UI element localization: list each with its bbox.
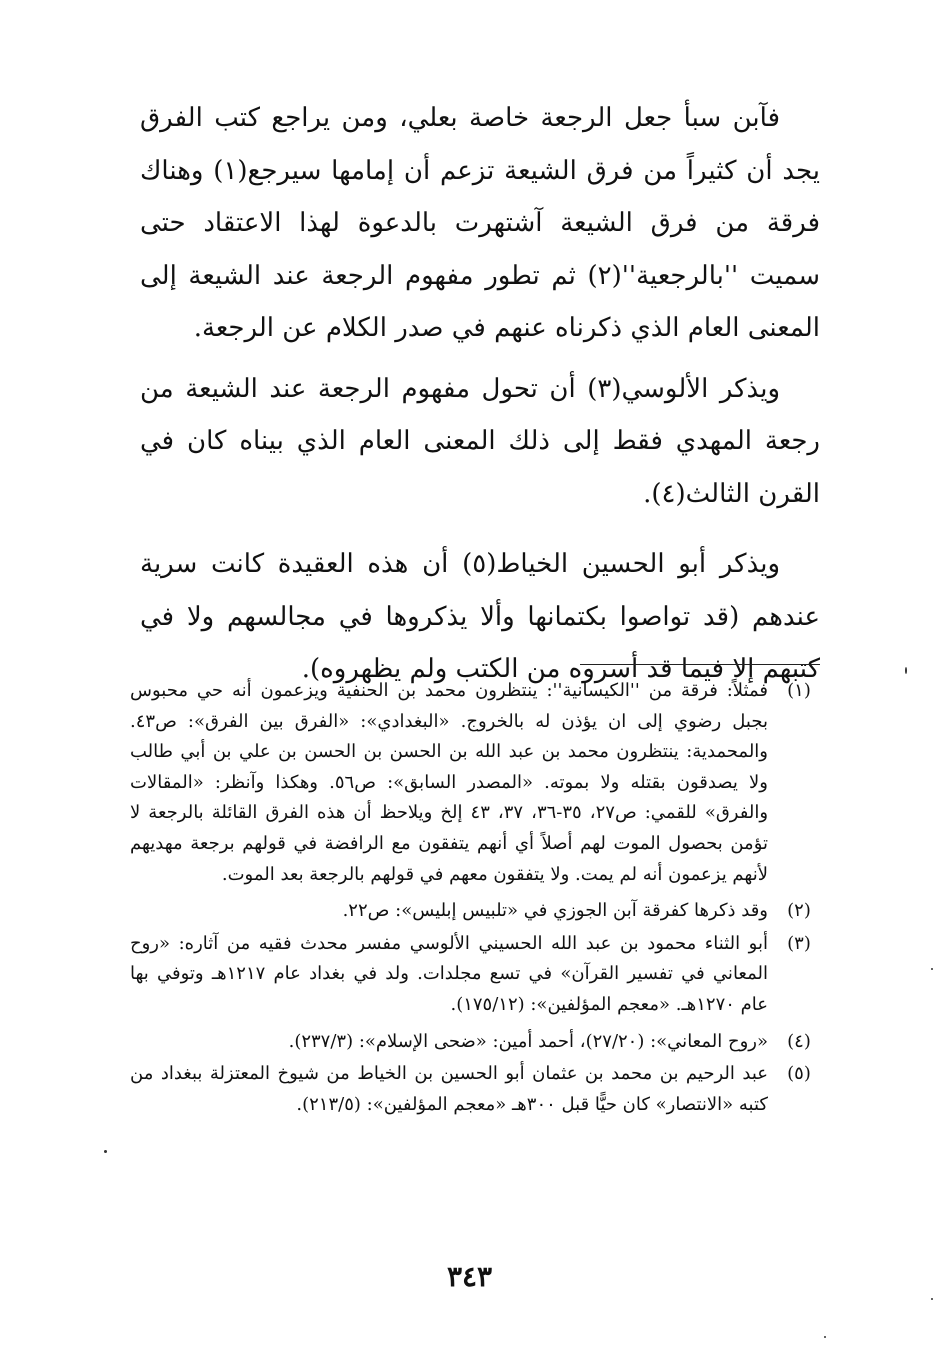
main-text — [140, 92, 820, 696]
scan-speck — [104, 1150, 107, 1153]
footnote-2 — [130, 896, 820, 927]
scan-speck — [931, 968, 933, 970]
scan-speck — [931, 1298, 933, 1300]
footnote-text: «روح المعاني»: (٢٧/٢٠)، أحمد أمين: «ضحى الإسلام»: (٢٣٧/٣). — [288, 1030, 768, 1052]
footnote-number: (٢) — [787, 900, 811, 922]
footnote-text: أبو الثناء محمود بن عبد الله الحسيني الألوسي مفسر محدث فقيه من آثاره: «روح المعاني في تفسير القرآن» في تسع مجلدات. ولد في بغداد عام ١٢١٧هـ وتوفي بها عام ١٢٧٠هـ. «معجم المؤلفين»: (١٧٥/١٢). — [130, 932, 769, 1015]
footnote-text: فمثلاً: فرقة من ''الكيسانية'': ينتظرون محمد بن الحنفية ويزعمون أنه حي محبوس بجبل رضوي إلى ان يؤذن له بالخروج. «البغدادي»: «الفرق بين الفرق»: ص٤٣. والمحمدية: ينتظرون محمد بن عبد الله بن الحسن بن الحسن بن علي بن أبي طالب ولا يصدقون بقتله ولا بموته. «المصدر السابق»: ص٥٦. وهكذا وآنظر: «المقالات والفرق» للقمي: ص٢٧، ٣٥-٣٦، ٣٧، ٤٣ إلخ ويلاحظ أن هذه الفرق القائلة بالرجعة لا تؤمن بحصول الموت لهم أصلاً أي أنهم يتفقون مع الرافضة في قولهم برجعة مهديهم لأنهم يزعمون أنه لم يمت. ولا يتفقون معهم في قولهم بالرجعة بعد الموت. — [130, 680, 769, 885]
footnote-text: عبد الرحيم بن محمد بن عثمان أبو الحسين بن الخياط من شيوخ المعتزلة ببغداد من كتبه «الانتصار» كان حيًّا قبل ٣٠٠هـ «معجم المؤلفين»: (٢١٣/٥). — [130, 1063, 768, 1115]
scan-speck — [905, 667, 907, 674]
footnote-divider — [580, 664, 820, 665]
footnote-4 — [130, 1027, 820, 1058]
paragraph-ibn-saba: فآبن سبأ جعل الرجعة خاصة بعلي، ومن يراجع كتب الفرق يجد أن كثيراً من فرق الشيعة تزعم أن إمامها سيرجع(١) وهناك فرقة من فرق الشيعة آشتهرت بالدعوة لهذا الاعتقاد حتى سميت ''بالرجعية''(٢) ثم تطور مفهوم الرجعة عند الشيعة إلى المعنى العام الذي ذكرناه عنهم في صدر الكلام عن الرجعة. — [140, 103, 820, 343]
footnote-1 — [130, 676, 820, 890]
footnote-number: (٣) — [787, 932, 811, 954]
paragraph-alusi: ويذكر الألوسي(٣) أن تحول مفهوم الرجعة عند الشيعة من رجعة المهدي فقط إلى ذلك المعنى العام الذي بيناه كان في القرن الثالث(٤). — [140, 373, 820, 509]
footnote-number: (٥) — [787, 1063, 811, 1085]
paragraph-khayyat: ويذكر أبو الحسين الخياط(٥) أن هذه العقيدة كانت سرية عندهم (قد تواصوا بكتمانها وألا يذكروها في مجالسهم ولا في كتبهم إلا فيما قد أسروه من الكتب ولم يظهروه). — [140, 549, 820, 684]
footnote-5 — [130, 1059, 820, 1120]
scan-speck — [824, 1336, 826, 1338]
footnote-3 — [130, 929, 820, 1021]
footnote-text: وقد ذكرها كفرقة آبن الجوزي في «تلبيس إبليس»: ص٢٢. — [342, 900, 768, 922]
page-number: ٣٤٣ — [446, 1260, 493, 1293]
footnotes — [130, 676, 820, 1120]
footnote-number: (١) — [787, 680, 811, 701]
footnote-number: (٤) — [787, 1030, 811, 1052]
